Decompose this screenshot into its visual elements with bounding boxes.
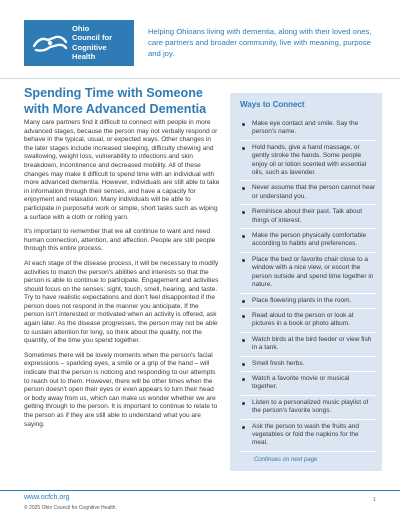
ways-to-connect-sidebar (230, 93, 382, 471)
page-header (0, 0, 400, 78)
footer-divider (0, 490, 400, 491)
main-article (24, 119, 220, 435)
hands-logo-icon (30, 28, 70, 58)
list-item: Reminisce about their past. Talk about things of interest. (240, 205, 376, 229)
logo-line: Council for (72, 33, 113, 43)
list-item: Place the bed or favorite chair close to a window with a nice view, or escort the person outside and spend time together in nature. (240, 253, 376, 294)
sidebar-title: Ways to Connect (240, 100, 305, 109)
article-paragraph: Many care partners find it difficult to connect with people in more advanced stages, because the person may not verbally respond or behave in the typical, usual, or expected ways. Other changes in the later stages include increased sleeping, difficulty chewing and swallowing, weight loss, vulnerability to infections and skin breakdown, incontinence and decreased mobility. All of these changes may make it difficult to spend time with an individual with more advanced dementia. However, individuals are still able to take in information through their senses, and have a capacity for enjoyment and relaxation. Many individuals will be able to participate in purposeful work or simple, short tasks such as wiping a surface with a cloth or rolling yarn. (24, 119, 220, 221)
list-item: Listen to a personalized music playlist of the person's favorite songs. (240, 396, 376, 420)
logo-text (72, 24, 112, 62)
list-item: Hold hands, give a hand massage, or gently stroke the hands. Some people enjoy oil or lotion scented with essential oils, such as lavender. (240, 141, 376, 182)
website-link[interactable]: www.ocfch.org (24, 494, 70, 501)
list-item: Make eye contact and smile. Say the person's name. (240, 117, 376, 141)
page-number: 1 (373, 497, 376, 503)
copyright-text: © 2025 Ohio Council for Cognitive Health (24, 505, 116, 511)
logo-line: Ohio (72, 24, 90, 33)
article-paragraph: Sometimes there will be lovely moments when the person's facial expressions – sparkling eyes, a smile or a grip of the hand – will indicate that the person is noticing and responding to our attempts to reach out to them. However, there will be other times when the person doesn't open their eyes or even appears to turn their head or body away from us, which can make us wonder whether we are getting through to the person. It is important to continue to relate to the person as if they are still able to understand what you are saying. (24, 351, 218, 428)
article-paragraph: It's important to remember that we all continue to want and need human connection, attention, and affection. People are still people through this entire process. (24, 228, 216, 253)
list-item: Read aloud to the person or look at pictures in a book or photo album. (240, 309, 376, 333)
logo-line: Health (72, 52, 96, 62)
list-item: Smell fresh herbs. (240, 357, 376, 372)
header-divider (0, 78, 400, 79)
article-paragraph: At each stage of the disease process, it will be necessary to modify activities to match the person's abilities and interests so that the person is able to continue to participate. Engagement and activities should focus on the senses: sight, touch, smell, hearing, and taste. Try to have realistic expectations and don't feel disappointed if the person does not respond in the manner you anticipate. If the person isn't interested or motivated when an activity is offered, ask again later. As the disease progresses, the person may not be able to sustain attention for long, so think about the quality, not the quantity, of the time you spend together. (24, 259, 219, 345)
list-item: Place flowering plants in the room. (240, 294, 376, 309)
list-item: Never assume that the person cannot hear or understand you. (240, 181, 376, 205)
ocfch-logo (24, 20, 134, 66)
list-item: Watch birds at the bird feeder or view fish in a tank. (240, 333, 376, 357)
logo-line: Cognitive (72, 42, 107, 52)
continues-note: Continues on next page (254, 457, 318, 463)
list-item: Watch a favorite movie or musical together. (240, 372, 376, 396)
list-item: Make the person physically comfortable according to habits and preferences. (240, 229, 376, 253)
list-item: Ask the person to wash the fruits and vegetables or fold the napkins for the meal. (240, 420, 376, 452)
sidebar-list (240, 117, 376, 452)
page-title: Spending Time with Someone with More Advanced Dementia (24, 86, 207, 116)
header-tagline: Helping Ohioans living with dementia, along with their loved ones, care partners and broader community, live with meaning, purpose and joy. (148, 27, 372, 58)
